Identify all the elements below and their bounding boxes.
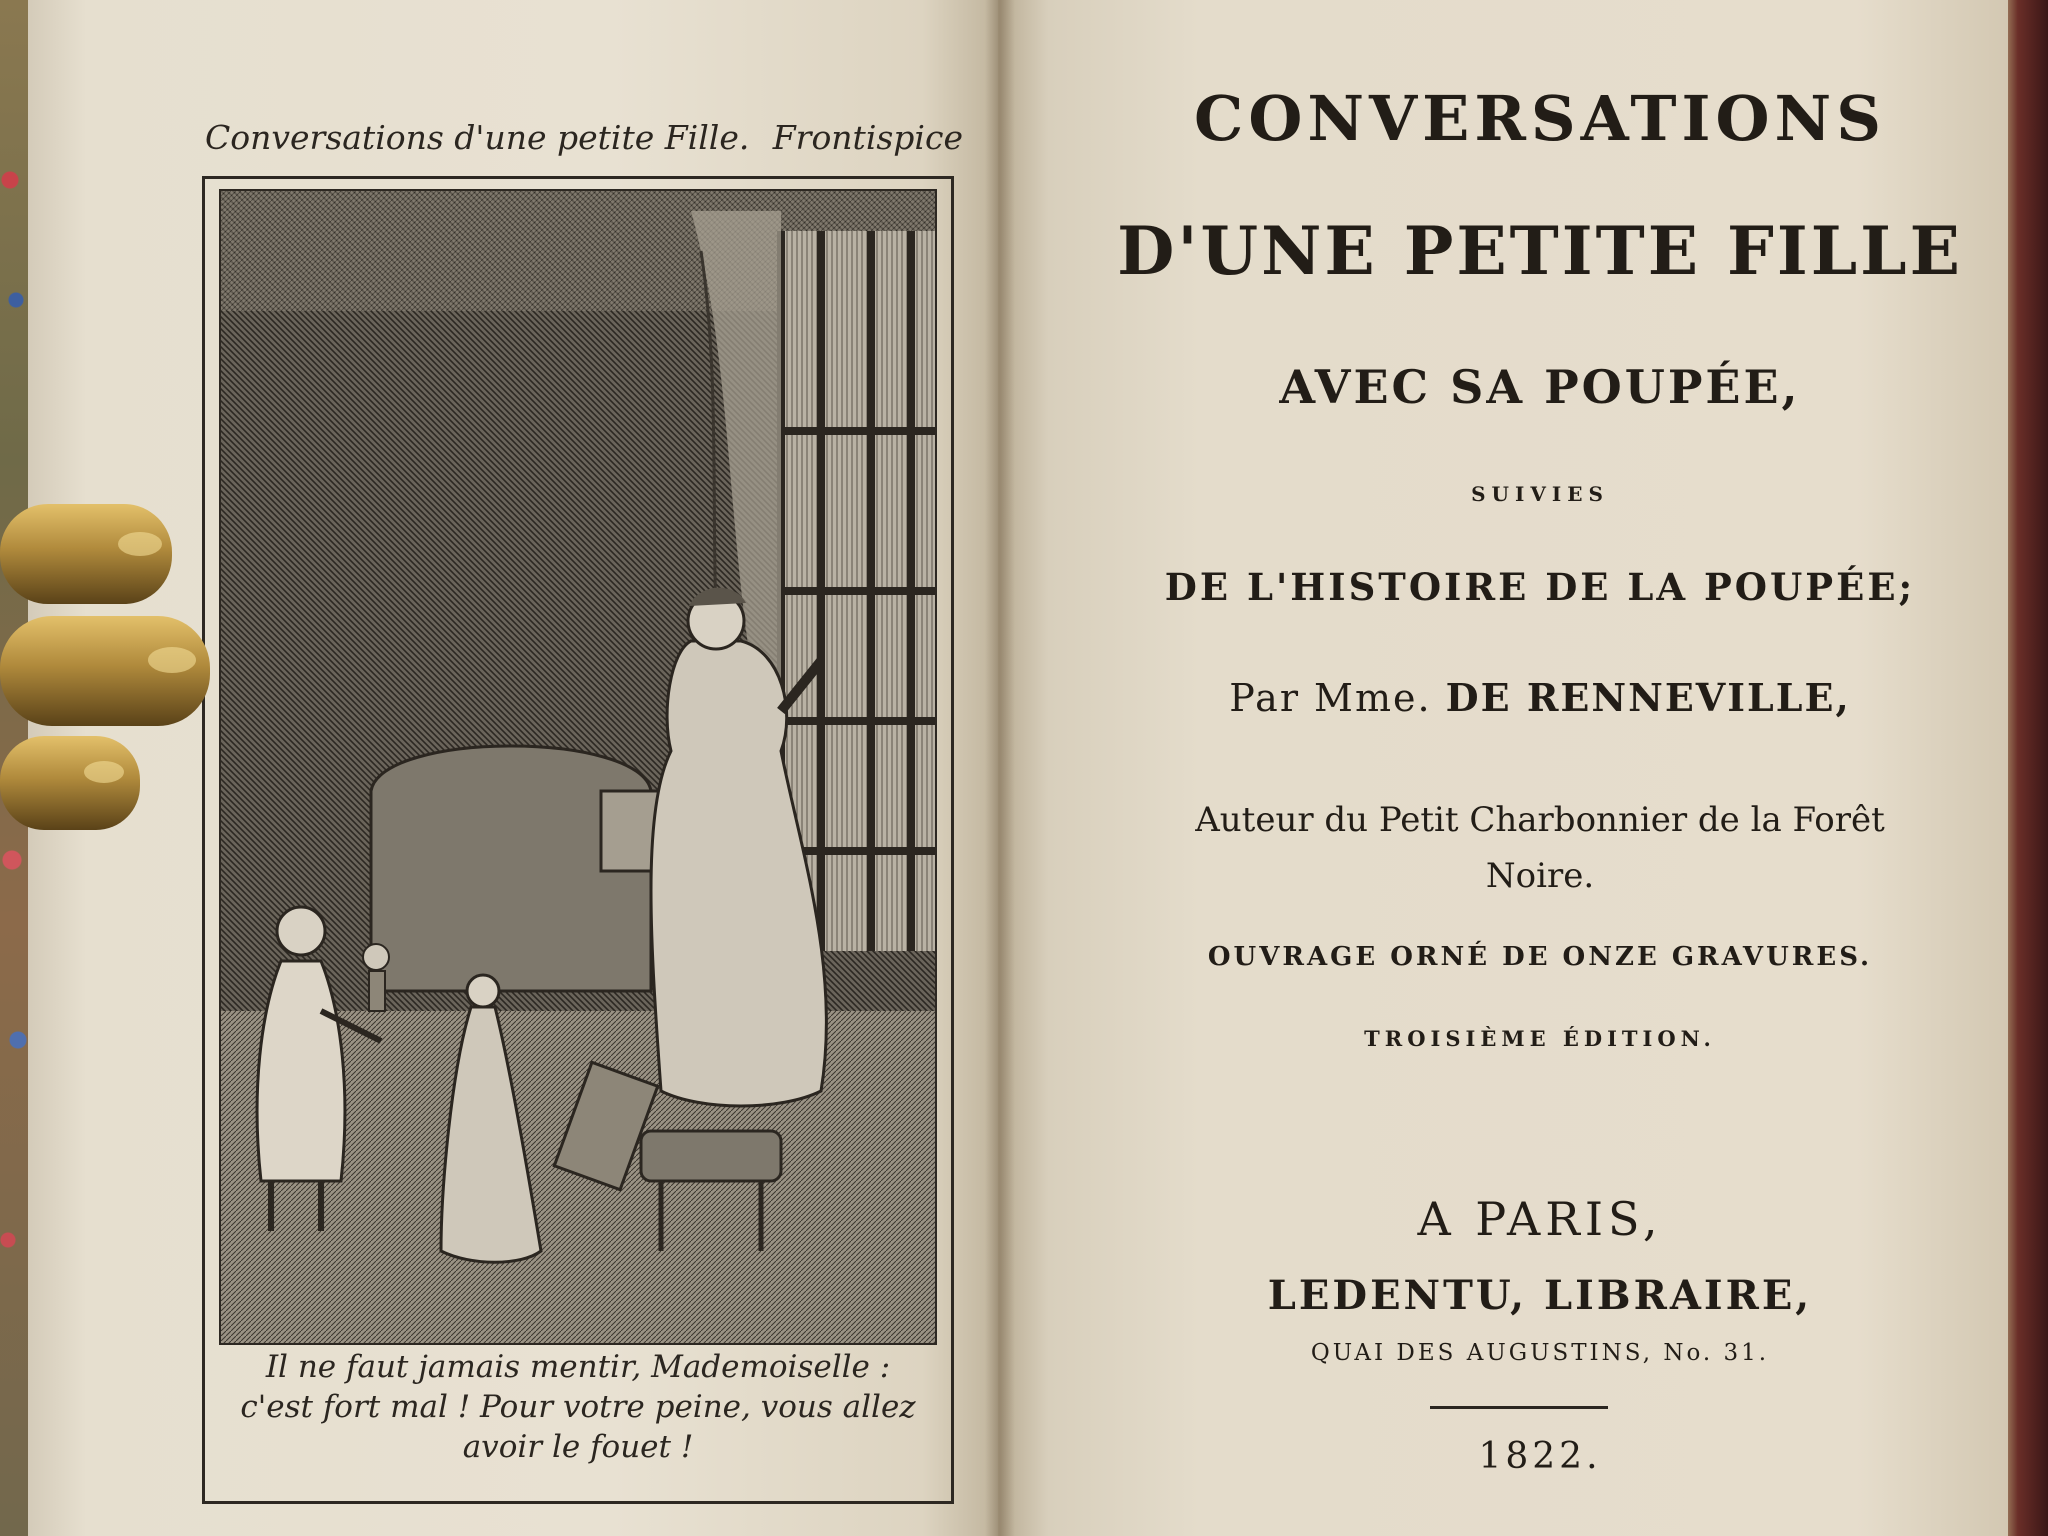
title-line-conversations: CONVERSATIONS <box>1194 82 1886 155</box>
frontispiece-header-label: Frontispice <box>772 118 963 157</box>
title-line-histoire: DE L'HISTOIRE DE LA POUPÉE; <box>1164 565 1916 609</box>
edition-line: TROISIÈME ÉDITION. <box>1364 1026 1716 1051</box>
author-prefix: Par Mme. <box>1229 676 1432 720</box>
engraving-caption-line: avoir le fouet ! <box>462 1429 694 1465</box>
title-line-petite-fille: D'UNE PETITE FILLE <box>1117 212 1963 290</box>
imprint-rule <box>1430 1406 1608 1409</box>
author-line <box>1085 675 1995 720</box>
imprint-publisher: LEDENTU, LIBRAIRE, <box>1267 1272 1813 1319</box>
author-note-end: Noire. <box>1485 856 1595 896</box>
engraving-image <box>219 189 937 1345</box>
imprint-address: QUAI DES AUGUSTINS, No. 31. <box>1310 1340 1770 1366</box>
title-line-suivies: SUIVIES <box>1471 482 1609 506</box>
engraving-caption <box>219 1347 937 1467</box>
book-cover-edge <box>2005 0 2048 1536</box>
imprint-year: 1822. <box>1478 1436 1602 1477</box>
author-note <box>1085 792 1995 904</box>
engraving-caption-line: c'est fort mal ! Pour votre peine, vous allez <box>240 1389 916 1425</box>
engraving-plate <box>202 176 954 1504</box>
frontispiece-header-title: Conversations d'une petite Fille. <box>205 118 750 157</box>
imprint-city: A PARIS, <box>1417 1192 1663 1246</box>
frontispiece-header <box>205 118 975 157</box>
engravings-line: OUVRAGE ORNÉ DE ONZE GRAVURES. <box>1207 942 1873 972</box>
author-note-rest: du Petit Charbonnier de la Forêt <box>1324 800 1885 840</box>
author-name: DE RENNEVILLE, <box>1445 675 1851 720</box>
engraving-caption-line: Il ne faut jamais mentir, Mademoiselle : <box>265 1349 891 1385</box>
book-gutter <box>985 0 1015 1536</box>
brass-page-clip <box>0 504 214 834</box>
author-note-lead: Auteur <box>1195 800 1314 840</box>
engraving-illustration <box>221 191 935 1343</box>
title-line-poupee: AVEC SA POUPÉE, <box>1279 360 1801 414</box>
